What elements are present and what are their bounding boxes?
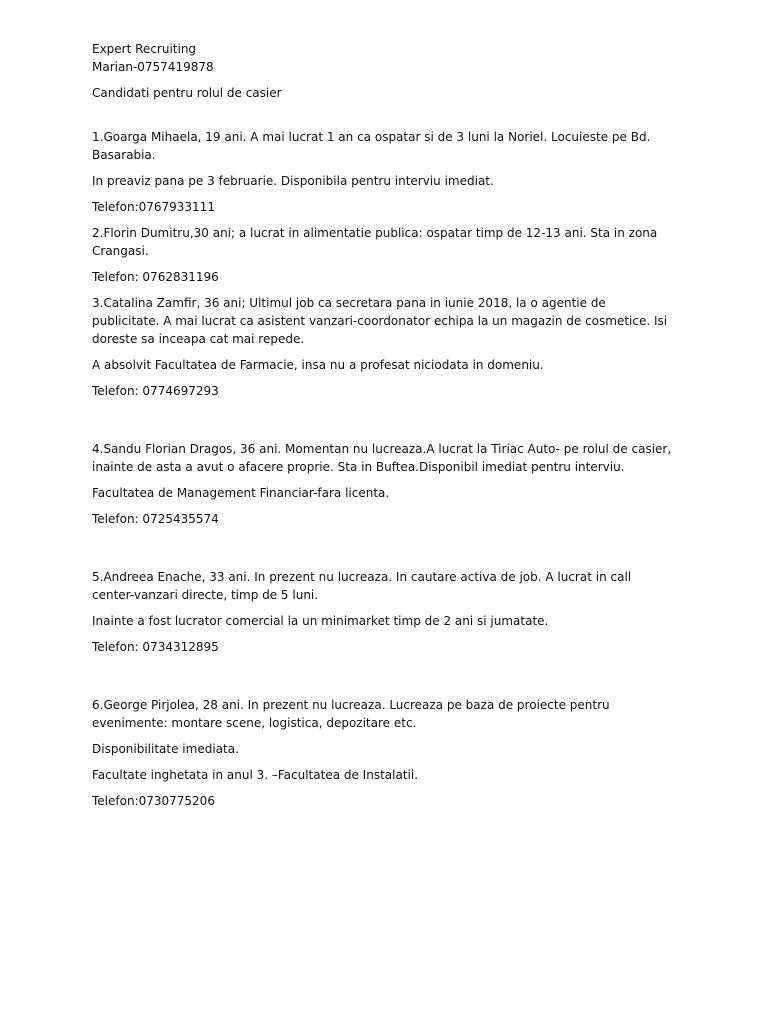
candidate-intro: 6.George Pirjolea, 28 ani. In prezent nu lucreaza. Lucreaza pe baza de proiecte pentru evenimente: montare scene, logistica, depozitare etc. [92,698,610,730]
candidate-6 [92,696,672,810]
candidate-4 [92,440,672,528]
candidate-1 [92,128,672,216]
document-subject: Candidati pentru rolul de casier [92,86,282,100]
candidate-phone: Telefon:0767933111 [92,200,215,214]
candidate-5 [92,568,672,656]
candidate-phone: Telefon: 0774697293 [92,384,219,398]
candidate-detail: Facultate inghetata in anul 3. –Facultatea de Instalatii. [92,768,419,782]
candidate-detail: A absolvit Facultatea de Farmacie, insa nu a profesat niciodata in domeniu. [92,358,544,372]
candidate-phone: Telefon: 0734312895 [92,640,219,654]
candidate-detail: Inainte a fost lucrator comercial la un minimarket timp de 2 ani si jumatate. [92,614,549,628]
candidate-detail: Facultatea de Management Financiar-fara licenta. [92,486,390,500]
candidate-intro: 2.Florin Dumitru,30 ani; a lucrat in alimentatie publica: ospatar timp de 12-13 ani. Sta in zona Crangasi. [92,226,658,258]
candidate-2 [92,224,672,286]
candidate-intro: 4.Sandu Florian Dragos, 36 ani. Momentan nu lucreaza.A lucrat la Tiriac Auto- pe rolul de casier, inainte de asta a avut o afacere proprie. Sta in Buftea.Disponibil imediat pentru interviu. [92,442,672,474]
recruiter-contact: Marian-0757419878 [92,60,214,74]
candidate-intro: 3.Catalina Zamfir, 36 ani; Ultimul job ca secretara pana in iunie 2018, la o agentie de publicitate. A mai lucrat ca asistent vanzari-coordonator echipa la un magazin de cosmetice. Isi doreste sa inceapa cat mai repede. [92,296,668,346]
candidate-detail: In preaviz pana pe 3 februarie. Disponibila pentru interviu imediat. [92,174,494,188]
candidate-detail: Disponibilitate imediata. [92,742,239,756]
candidate-3 [92,294,672,400]
candidate-intro: 1.Goarga Mihaela, 19 ani. A mai lucrat 1 an ca ospatar si de 3 luni la Noriel. Locuieste pe Bd. Basarabia. [92,130,651,162]
candidate-intro: 5.Andreea Enache, 33 ani. In prezent nu lucreaza. In cautare activa de job. A lucrat in call center-vanzari directe, timp de 5 luni. [92,570,632,602]
candidate-phone: Telefon:0730775206 [92,794,215,808]
document-body [92,40,672,810]
candidate-phone: Telefon: 0762831196 [92,270,219,284]
candidate-phone: Telefon: 0725435574 [92,512,219,526]
company-name: Expert Recruiting [92,42,197,56]
